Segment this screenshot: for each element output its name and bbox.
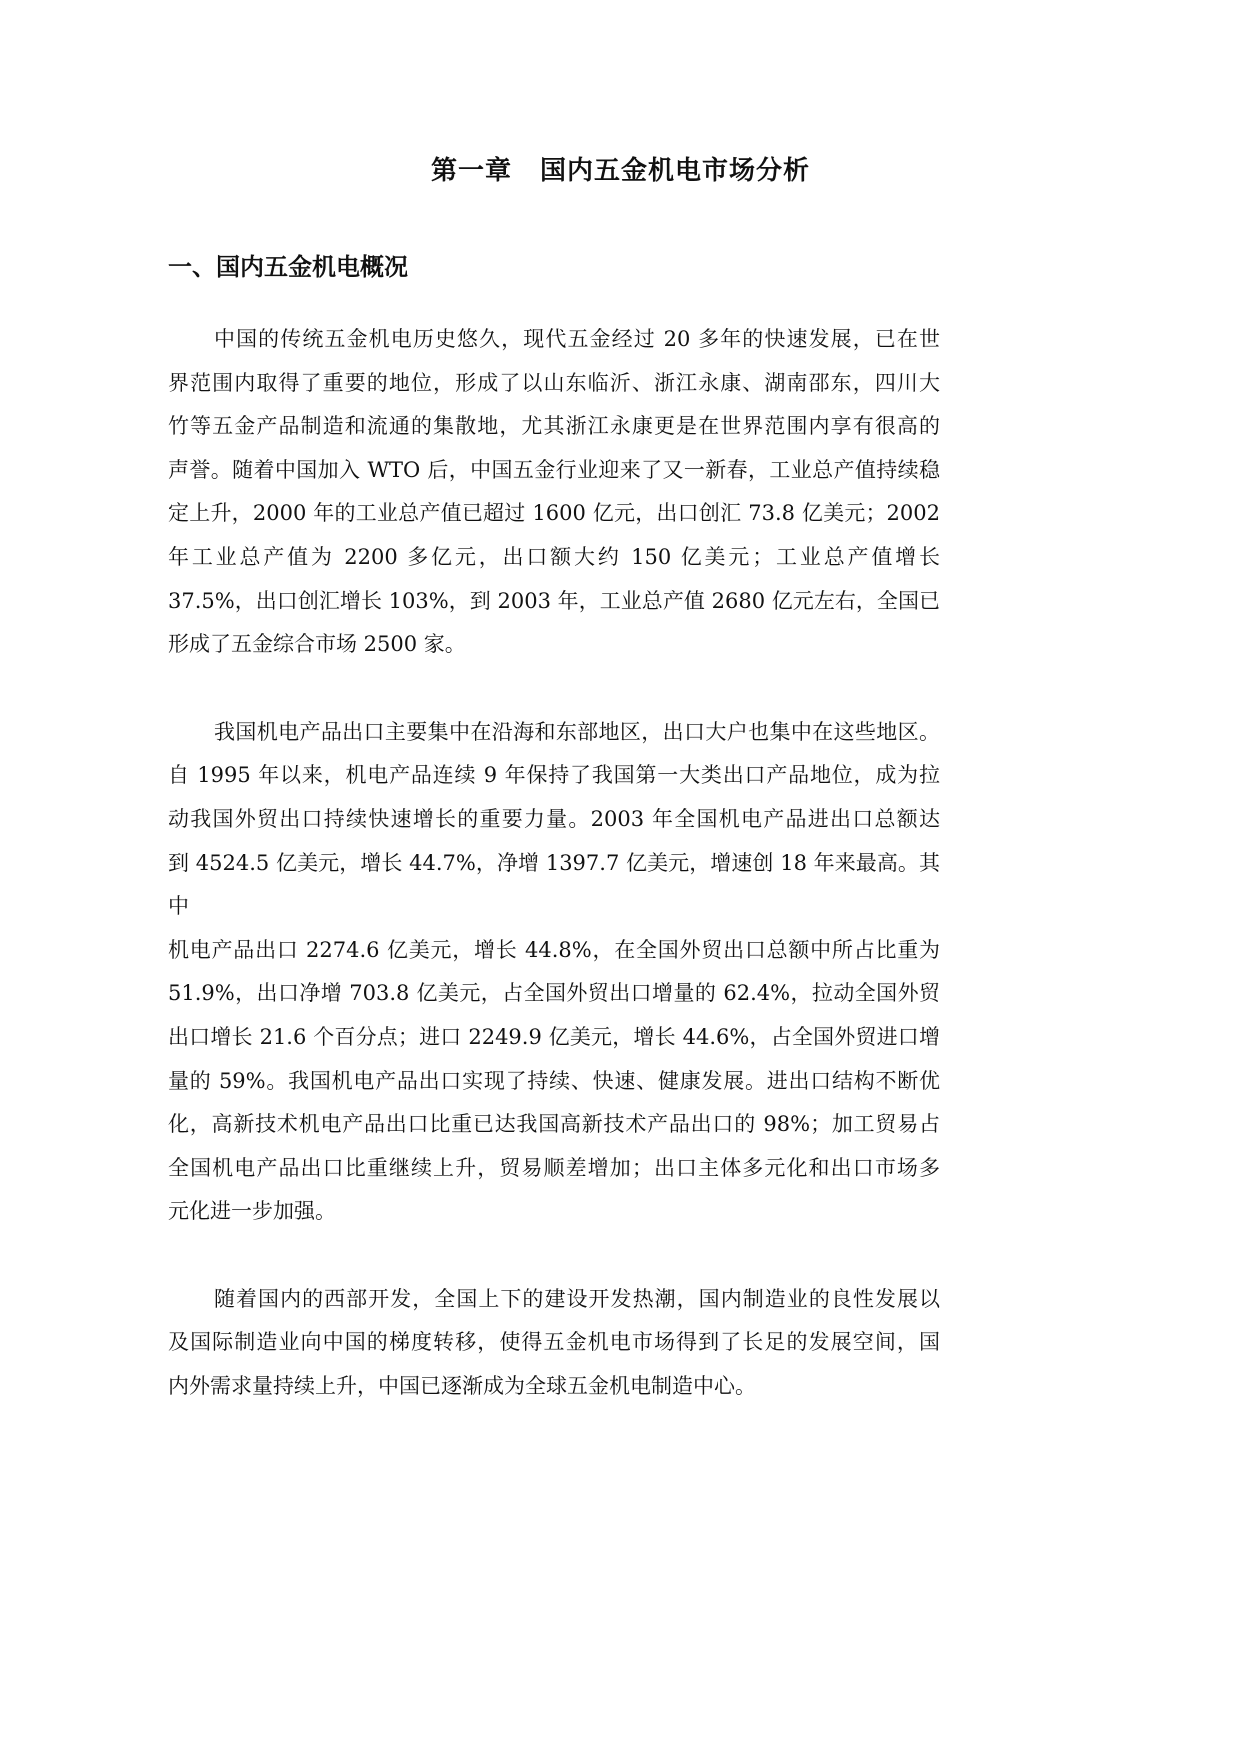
text-line: 51.9%，出口净增 703.8 亿美元，占全国外贸出口增量的 62.4%，拉动全国外贸: [168, 981, 940, 1006]
body-text: [168, 318, 940, 1409]
text-line: 竹等五金产品制造和流通的集散地，尤其浙江永康更是在世界范围内享有很高的: [168, 414, 940, 439]
chapter-name: 国内五金机电市场分析: [540, 156, 811, 186]
text-line: 元化进一步加强。: [168, 1199, 336, 1224]
paragraph-outlook: [168, 1278, 940, 1409]
text-line: 机电产品出口 2274.6 亿美元，增长 44.8%，在全国外贸出口总额中所占比重为: [168, 937, 940, 962]
text-line: 内外需求量持续上升，中国已逐渐成为全球五金机电制造中心。: [168, 1374, 756, 1399]
text-line: 我国机电产品出口主要集中在沿海和东部地区，出口大户也集中在这些地区。: [214, 719, 940, 744]
text-line: 声誉。随着中国加入 WTO 后，中国五金行业迎来了又一新春，工业总产值持续稳: [168, 457, 940, 482]
text-line: 定上升，2000 年的工业总产值已超过 1600 亿元，出口创汇 73.8 亿美元；2002: [168, 501, 940, 526]
paragraph-exports: [168, 711, 940, 1234]
text-line: 形成了五金综合市场 2500 家。: [168, 632, 466, 657]
text-line: 中国的传统五金机电历史悠久，现代五金经过 20 多年的快速发展，已在世: [214, 327, 940, 351]
text-line: 界范围内取得了重要的地位，形成了以山东临沂、浙江永康、湖南邵东，四川大: [168, 370, 940, 395]
text-line: 年工业总产值为 2200 多亿元，出口额大约 150 亿美元；工业总产值增长: [168, 544, 940, 569]
text-line: 随着国内的西部开发，全国上下的建设开发热潮，国内制造业的良性发展以: [214, 1286, 940, 1311]
chapter-number: 第一章: [430, 156, 512, 186]
text-line: 出口增长 21.6 个百分点；进口 2249.9 亿美元，增长 44.6%，占全国外贸进口增: [168, 1024, 940, 1049]
text-line: 37.5%，出口创汇增长 103%，到 2003 年，工业总产值 2680 亿元左右，全国已: [168, 588, 940, 613]
text-line: 到 4524.5 亿美元，增长 44.7%，净增 1397.7 亿美元，增速创 18 年来最高。其中: [168, 850, 940, 919]
paragraph-overview: [168, 318, 940, 667]
text-line: 自 1995 年以来，机电产品连续 9 年保持了我国第一大类出口产品地位，成为拉: [168, 763, 940, 788]
text-line: 全国机电产品出口比重继续上升，贸易顺差增加；出口主体多元化和出口市场多: [168, 1155, 940, 1180]
text-line: 量的 59%。我国机电产品出口实现了持续、快速、健康发展。进出口结构不断优: [168, 1068, 940, 1093]
text-line: 动我国外贸出口持续快速增长的重要力量。2003 年全国机电产品进出口总额达: [168, 806, 940, 831]
section-heading: 一、国内五金机电概况: [168, 252, 408, 281]
text-line: 及国际制造业向中国的梯度转移，使得五金机电市场得到了长足的发展空间，国: [168, 1330, 940, 1355]
text-line: 化，高新技术机电产品出口比重已达我国高新技术产品出口的 98%；加工贸易占: [168, 1112, 940, 1137]
chapter-title: [0, 150, 1241, 187]
